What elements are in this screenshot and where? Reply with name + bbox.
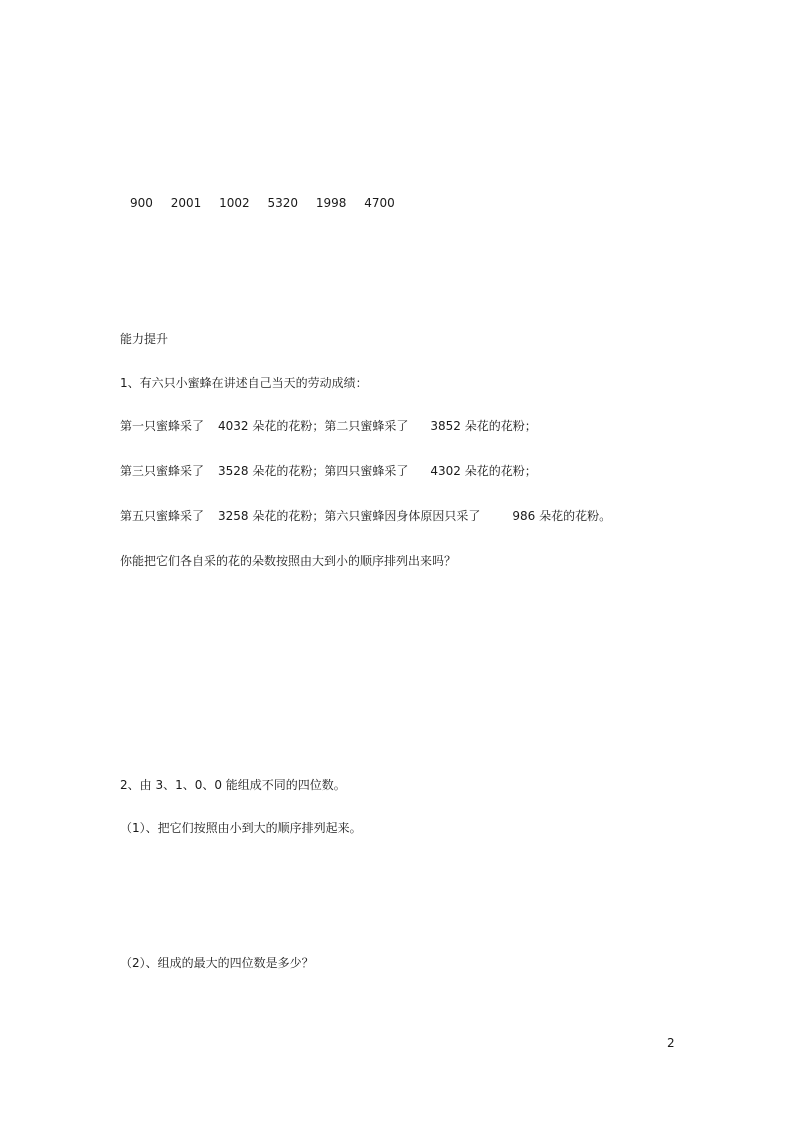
- q1-line-2-b: 3528 朵花的花粉；第四只蜜蜂采了: [218, 464, 409, 478]
- number-item: 5320: [267, 196, 299, 210]
- page-number: 2: [667, 1036, 675, 1050]
- q1-line-1-c: 3852 朵花的花粉；: [430, 419, 537, 433]
- q2-sub-2: （2）、组成的最大的四位数是多少？: [120, 956, 314, 970]
- q1-line-2-a: 第三只蜜蜂采了: [120, 464, 205, 478]
- number-item: 2001: [170, 196, 202, 210]
- number-item: 4700: [364, 196, 395, 210]
- number-list: [130, 195, 395, 211]
- number-item: 1002: [219, 196, 250, 210]
- q1-line-1: [120, 418, 537, 434]
- q1-question: 你能把它们各自采的花的朵数按照由大到小的顺序排列出来吗？: [120, 554, 457, 568]
- q2-intro: 2、由 3、1、0、0 能组成不同的四位数。: [120, 778, 346, 792]
- section-title: 能力提升: [120, 332, 169, 346]
- q1-intro: 1、有六只小蜜蜂在讲述自己当天的劳动成绩：: [120, 376, 368, 390]
- q1-line-2-c: 4302 朵花的花粉；: [430, 464, 537, 478]
- q1-line-2: [120, 463, 537, 479]
- q1-line-3-c: 986 朵花的花粉。: [512, 509, 612, 523]
- q1-line-1-a: 第一只蜜蜂采了: [120, 419, 205, 433]
- q1-line-3: [120, 508, 611, 524]
- number-item: 1998: [315, 196, 347, 210]
- q1-line-3-b: 3258 朵花的花粉；第六只蜜蜂因身体原因只采了: [218, 509, 481, 523]
- number-item: 900: [130, 196, 153, 210]
- q2-sub-1: （1）、把它们按照由小到大的顺序排列起来。: [120, 821, 362, 835]
- q1-line-1-b: 4032 朵花的花粉；第二只蜜蜂采了: [218, 419, 409, 433]
- q1-line-3-a: 第五只蜜蜂采了: [120, 509, 205, 523]
